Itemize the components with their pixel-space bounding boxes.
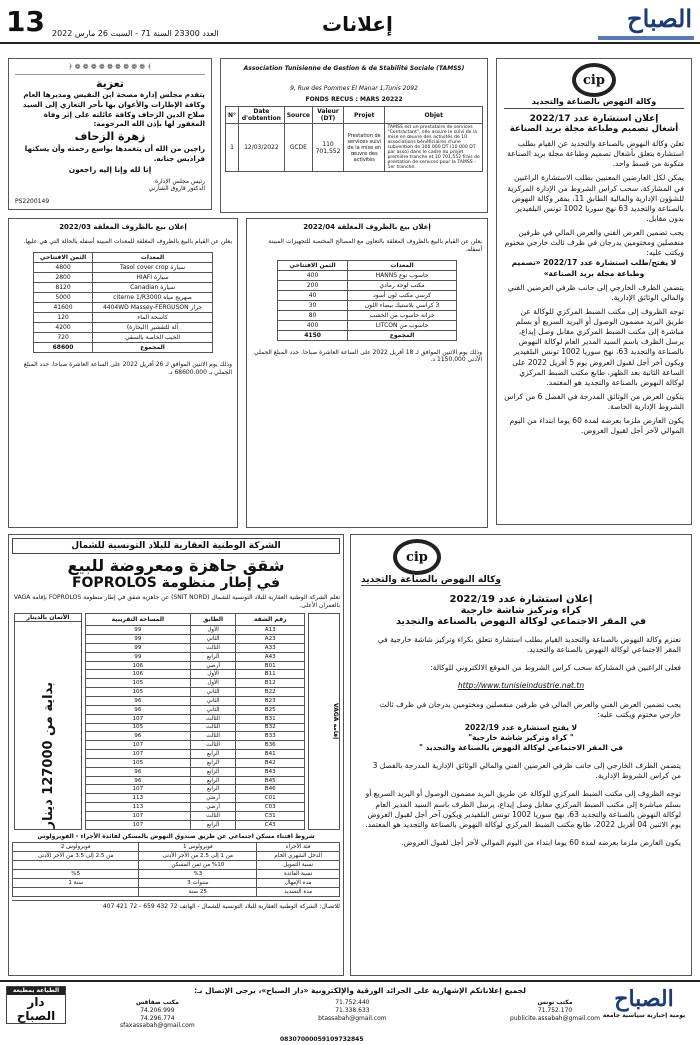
condolence-prayer: راجين من الله أن يتغمدها بواسع رحمته وأن يسكنها فراديس جنانه.: [24, 143, 205, 163]
table-row: [86, 758, 305, 767]
table-row: [34, 282, 213, 292]
condition-cell: الدخل الشهري الخام: [257, 851, 340, 860]
apt-number: B31: [236, 714, 305, 723]
table-row: [34, 292, 213, 302]
apt-area: 96: [86, 767, 191, 776]
table-row: [13, 842, 340, 851]
apt-number: C03: [236, 803, 305, 812]
table-row: [34, 272, 213, 282]
deceased-name: زهرة الزحاف: [74, 129, 146, 143]
org-name: وكالة النهوض بالصناعة والتجديد: [361, 575, 501, 585]
table-row: [86, 670, 305, 679]
cell-value: 110 701,552: [313, 124, 344, 172]
table-row: [34, 322, 213, 332]
calligraphy-verse-icon: ﴾ ❁ ❁ ❁ ❁ ❁ ❁ ❁ ❁ ❁ ﴿: [15, 63, 205, 75]
apt-area: 105: [86, 688, 191, 697]
table-row: [86, 626, 305, 635]
price-vertical: بداية من 127000 دينار: [40, 682, 56, 829]
phone: 74.206.999: [140, 1006, 175, 1014]
apt-number: B45: [236, 776, 305, 785]
footer-logo-text: الصباح: [614, 986, 674, 1012]
condolence-heading: تعزية: [96, 77, 124, 91]
table-row: [86, 723, 305, 732]
item-name: سيارة Tasol cover crop: [93, 262, 213, 272]
table-row: [86, 688, 305, 697]
item-name: حاسوب نوع HANNS: [348, 270, 457, 280]
apt-area: 96: [86, 732, 191, 741]
table-row: [86, 811, 305, 820]
signature-name: الدكتور فاروق الشارني: [148, 185, 205, 193]
table-row: [13, 851, 340, 860]
apartments-table: [85, 613, 305, 830]
col-source: Source: [284, 107, 312, 124]
apt-floor: أرضي: [190, 803, 236, 812]
apt-floor: الرابع: [190, 785, 236, 794]
funds-title: FONDS RECUS : MARS 20222: [305, 95, 403, 103]
col-project: Projet: [344, 107, 385, 124]
table-row: [13, 860, 340, 869]
item-name: حاسوب من LITCON: [348, 320, 457, 330]
table-row: [86, 705, 305, 714]
col-floor: الطابق: [190, 613, 236, 626]
apt-number: C43: [236, 820, 305, 829]
condition-cell: %3: [139, 869, 257, 878]
col-item: المعدات: [93, 252, 213, 262]
item-price: 4200: [34, 322, 93, 332]
cip-consultation-17: [496, 58, 692, 525]
apt-area: 96: [86, 776, 191, 785]
col-object: Objet: [385, 107, 483, 124]
apt-number: B23: [236, 696, 305, 705]
footer-contacts: [120, 999, 600, 1030]
para-4b: " كراء وتركيز شاشة خارجية": [468, 732, 574, 742]
item-price: 41600: [34, 302, 93, 312]
para-7: يكون العارض ملزما بعرضه لمدة 60 يوما ابتداء من اليوم الموالي لآخر أجل لقبول العروض.: [401, 837, 681, 847]
apt-floor: الأول: [190, 679, 236, 688]
apt-number: B41: [236, 750, 305, 759]
apt-floor: الرابع: [190, 776, 236, 785]
apt-number: A43: [236, 652, 305, 661]
apt-number: B32: [236, 723, 305, 732]
sale-notes: وذلك يوم الاثنين الموافق لـ 26 أفريل 2022 على الساعة العاشرة صباحا. حدد المبلغ الجملي بـ 68600.000 د.: [23, 360, 232, 376]
snit-headline: شقق جاهزة ومعروضة للبيع: [67, 556, 285, 575]
item-name: مكتب لوحة رمادي: [348, 280, 457, 290]
para-7: يتكون العرض من الوثائق المدرجة في الفصل 6 من كراس الشروط الإدارية الخاصة.: [504, 391, 684, 411]
table-row: [34, 302, 213, 312]
condition-cell: من 2.5 إلى 3.5 من الأجر الأدنى: [13, 851, 139, 860]
condition-cell: فوبرولوس 1: [139, 842, 257, 851]
cell-object: TAMSS est un prestataire de services "Contractant", elle assure le suivi de la mise en œuvre des activités de 10 associations bénéficiaires d'une subvention de 100 000 DT (10 000 DT par asso) dans le cadre du projet première tranche et 10 701,552 frais de prestation de services pour la TAMSS - 1er tranche.: [385, 124, 483, 172]
email[interactable]: sfaxassabah@gmail.com: [120, 1022, 195, 1030]
item-price: 30: [278, 300, 348, 310]
logo-underline: [598, 36, 694, 40]
funds-table-header: [226, 107, 483, 124]
sale-table: [33, 252, 213, 353]
conditions-table: [12, 842, 340, 897]
office-sfax: مكتب صفاقس: [135, 999, 179, 1006]
page-footer: [0, 980, 700, 1045]
apt-floor: الأول: [190, 626, 236, 635]
apt-number: B11: [236, 670, 305, 679]
item-price: 400: [278, 270, 348, 280]
para-6: توجه الظروف إلى مكتب الضبط المركزي للوكالة عن طريق البريد مضمون الوصول أو البريد السريع أو بسلم مباشرة إلى مكتب الضبط المركزي مقابل وصل إيداع، يرسل الظرف باسم السيد المدير العام لوكالة النهوض بالصناعة والتجديد 63، نهج سوريا 1002 تونس البلفيدير ويكون آخر أجل لقبول العروض يوم 5 أفريل 2022 على الساعة الثانية بعد الظهر، طابع مكتب الضبط المركزي لوكالة النهوض بالصناعة والتجديد هو المعتمد.: [512, 306, 684, 387]
apt-number: B33: [236, 732, 305, 741]
apt-floor: الثالث: [190, 811, 236, 820]
para-3: يجب تضمين العرض الفني والعرض المالي في ظرفين منفصلين ومختومين يدرجان في ظرف ثالث خارجي مختوم ويكتب عليه:: [379, 699, 681, 719]
snit-company: الشركة الوطنية العقارية للبلاد التونسية للشمال: [12, 538, 340, 554]
table-row: [86, 696, 305, 705]
cell-date: 12/03/2022: [239, 124, 285, 172]
table-row: [86, 794, 305, 803]
email[interactable]: publicite.assabah@gmail.com: [510, 1014, 600, 1022]
tamss-org-name: Association Tunisienne de Gestion & de Stabilité Sociale (TAMSS): [243, 65, 465, 72]
sale-notes: وذلك يوم الاثنين الموافق لـ 18 أفريل 2022 على الساعة العاشرة صباحا. حدد المبلغ الجملي الأدنى 1150.000 د.: [254, 348, 482, 364]
col-date: Date d'obtention: [239, 107, 285, 124]
item-price: 120: [34, 312, 93, 322]
apt-floor: أرضي: [190, 794, 236, 803]
total-value: 68600: [34, 342, 93, 352]
sale-intro: يعلن عن القيام بالبيع بالظروف المغلقة للمعدات المبينة أسفله بالحالة التي هي عليها.: [23, 238, 232, 246]
apt-floor: الرابع: [190, 750, 236, 759]
item-name: آلة للتقشير (البخارة): [93, 322, 213, 332]
condition-cell: مدة التسديد: [257, 887, 340, 896]
total-label: المجموع: [348, 330, 457, 340]
table-row: [278, 290, 457, 300]
apt-area: 107: [86, 785, 191, 794]
apt-floor: الثاني: [190, 696, 236, 705]
table-row: [278, 280, 457, 290]
apt-area: 107: [86, 811, 191, 820]
table-row: [86, 820, 305, 829]
apt-floor: الرابع: [190, 767, 236, 776]
table-row: [86, 776, 305, 785]
footer-logo-tagline: يومية إخبارية سياسية جامعة: [602, 1012, 686, 1019]
table-row: [86, 661, 305, 670]
col-number: N°: [226, 107, 239, 124]
apt-area: 105: [86, 758, 191, 767]
apt-floor: الأول: [190, 670, 236, 679]
col-price-header: الأثمان بالدينار: [15, 614, 81, 623]
snit-subline: في إطار منظومة FOPROLOS: [71, 575, 281, 591]
office-tunis: مكتب تونس: [537, 999, 573, 1006]
apt-number: C01: [236, 794, 305, 803]
sale-notice-03: [8, 218, 238, 528]
print-logo-top: الطباعة بمطبعة: [7, 987, 65, 995]
col-price: الثمن الافتتاحي: [278, 260, 348, 270]
apt-area: 107: [86, 714, 191, 723]
sale-notice-04: [246, 218, 488, 528]
apt-area: 96: [86, 705, 191, 714]
condolence-intro: يتقدم مجلس إدارة مصحة ابن النفيس ومديرها العام وكافة الإطارات والأعوان بها بأحر التعازي إلى السيد صلاح الدين الزحاف وكافة عائلته على إثر وفاة المغفور لها بإذن الله المرحومة:: [22, 90, 205, 129]
apt-floor: الرابع: [190, 758, 236, 767]
item-name: جرار 4404WD Massey-FERGUSON: [93, 302, 213, 312]
table-row: [86, 714, 305, 723]
item-price: 400: [278, 320, 348, 330]
condition-cell: سنوات 3: [139, 878, 257, 887]
table-row: [86, 750, 305, 759]
apt-area: 99: [86, 626, 191, 635]
table-row: [86, 785, 305, 794]
consultation-title: إعلان استشارة عدد 2022/19: [449, 594, 593, 605]
apt-number: A13: [236, 626, 305, 635]
apt-area: 113: [86, 794, 191, 803]
org-name: وكالة النهوض بالصناعة والتجديد: [504, 97, 684, 109]
apt-area: 113: [86, 803, 191, 812]
para-5: يتضمن الظرف الخارجي إلى جانب ظرفي العرضين الفني والمالي الوثائق الإدارية.: [507, 282, 684, 302]
page-header: [0, 0, 700, 44]
para-8: يكون العارض ملزما بعرضه لمدة 60 يوما ابتداء من اليوم الموالي لآخر أجل لقبول العروض.: [509, 416, 684, 436]
sale-intro: يعلن عن القيام بالبيع بالظروف المغلقة بالتعاون مع المصالح المختصة للتجهيزات المبينة أسفله.: [268, 238, 482, 253]
apt-number: B46: [236, 785, 305, 794]
apt-floor: الثالث: [190, 714, 236, 723]
signature-title: رئيس مجلس الإدارة: [154, 177, 205, 185]
cell-number: 1: [226, 124, 239, 172]
apt-area: 105: [86, 723, 191, 732]
item-price: 2800: [34, 272, 93, 282]
para-1: تعلن وكالة النهوض بالصناعة والتجديد عن القيام بطلب استشارة يتعلق بأشغال تصميم وطباعة مجلة بريد الصناعة متكونة من قسط واحد.: [507, 139, 684, 169]
col-area: المساحة التقريبية: [86, 613, 191, 626]
funds-table: [225, 106, 483, 172]
cell-project: Prestation de services suivi de la mise en œuvre des activités: [344, 124, 385, 172]
table-row: [226, 124, 483, 172]
apt-floor: الثالث: [190, 723, 236, 732]
condition-cell: مدة الإمهال: [257, 878, 340, 887]
item-name: كرسي مكتب لون أسود: [348, 290, 457, 300]
apt-area: 99: [86, 643, 191, 652]
phone: 74.296.774: [140, 1014, 175, 1022]
cip-consultation-19: [350, 534, 692, 976]
apt-number: C31: [236, 811, 305, 820]
table-row: [278, 300, 457, 310]
table-row: [13, 878, 340, 887]
consultation-subtitle-2: في المقر الاجتماعي لوكالة النهوض بالصناعة والتجديد: [395, 616, 647, 627]
apt-area: 105: [86, 679, 191, 688]
issue-info: العدد 23300 السنة 71 - السبت 26 مارس 2022: [52, 29, 219, 38]
condition-cell: [13, 860, 139, 869]
apt-number: B12: [236, 679, 305, 688]
para-4: لا يفتح/طلب استشارة عدد 2022/17 «تصميم وطباعة مجلة بريد الصناعة»: [511, 258, 677, 278]
apt-number: B25: [236, 705, 305, 714]
residence-label: إقامة VAGA: [308, 613, 340, 830]
website-link[interactable]: http://www.tunisieindustrie.nat.tn: [457, 681, 585, 691]
table-row: [86, 767, 305, 776]
item-name: سيارة HIAFI: [93, 272, 213, 282]
total-label: المجموع: [93, 342, 213, 352]
condition-cell: 25 سنة: [139, 887, 257, 896]
page-number: 13: [6, 5, 45, 38]
total-value: 4150: [278, 330, 348, 340]
apt-floor: الثاني: [190, 635, 236, 644]
apt-floor: الرابع: [190, 820, 236, 829]
item-price: 200: [278, 280, 348, 290]
bank-rib: 08307000059109732845: [280, 1036, 364, 1043]
para-5: يتضمن الظرف الخارجي إلى جانب ظرفي العرضين الفني والمالي الوثائق الإدارية المدرجة بالفصل 3 من كراس الشروط الإدارية.: [372, 761, 681, 781]
condition-cell: من 1 إلى 2.5 من الأجر الأدنى: [139, 851, 257, 860]
consultation-subtitle-1: كراء وتركيز شاشة خارجية: [460, 605, 582, 616]
phone: 71.752.170: [537, 1006, 573, 1014]
apt-floor: الثالث: [190, 732, 236, 741]
condolence-verse: إنا لله وإنا إليه راجعون: [68, 165, 152, 175]
sale-title: إعلان بيع بالظروف المغلقة 2022/03: [59, 223, 187, 231]
apt-area: 107: [86, 820, 191, 829]
apt-number: A23: [236, 635, 305, 644]
condition-cell: %10 من ثمن المسكن: [139, 860, 257, 869]
col-price: الثمن الافتتاحي: [34, 252, 93, 262]
table-row: [34, 312, 213, 322]
condition-cell: %5: [13, 869, 139, 878]
tamss-address: 9, Rue des Pommes El Manar 1,Tunis 2092: [290, 84, 418, 92]
table-row: [86, 679, 305, 688]
conditions-title: شروط اقتناء مسكن اجتماعي عن طريق صندوق النهوض بالمسكن لفائدة الأجراء - الفوبرولوس: [37, 832, 315, 840]
table-row: [278, 270, 457, 280]
condition-cell: نسبة الفائدة: [257, 869, 340, 878]
item-name: سيارة Canadian: [93, 282, 213, 292]
condition-cell: [13, 887, 139, 896]
ad-reference: PS2200149: [15, 198, 50, 206]
print-logo-text: دار الصباح: [16, 994, 56, 1023]
apt-number: B42: [236, 758, 305, 767]
table-row: [278, 310, 457, 320]
item-price: 40: [278, 290, 348, 300]
para-3: يجب تضمين العرض الفني والعرض المالي في ظرفين منفصلين ومختومين يدرجان في ظرف ثالث خارجي مختوم ويكتب عليه:: [504, 228, 684, 258]
para-4c: في المقر الاجتماعي لوكالة النهوض بالصناعة والتجديد ": [419, 743, 623, 752]
consultation-subtitle: أشغال تصميم وطباعة مجلة بريد الصناعة: [509, 124, 679, 134]
item-name: كاسحة الماء: [93, 312, 213, 322]
apt-floor: الثالث: [190, 643, 236, 652]
snit-description: تعلم الشركة الوطنية العقارية للبلاد التونسية للشمال (SNIT NORD) عن جاهزية شقق في إطار منظومة FOPROLOS بإقامة VAGA بالعمران الأعلى.: [13, 594, 340, 609]
print-logo: [6, 986, 66, 1024]
col-apt-number: رقم الشقة: [236, 613, 305, 626]
apt-number: B36: [236, 741, 305, 750]
apt-area: 99: [86, 652, 191, 661]
apt-area: 106: [86, 661, 191, 670]
item-name: صهريج مياه citerne 1/R3000: [93, 292, 213, 302]
apt-number: B01: [236, 661, 305, 670]
condolence-ad: [8, 58, 212, 210]
section-title: إعلانات: [322, 12, 393, 36]
apt-area: 99: [86, 635, 191, 644]
email[interactable]: btassabah@gmail.com: [318, 1014, 387, 1022]
item-name: خزانة حاسوب من الخشب: [348, 310, 457, 320]
para-4a: لا يفتح استشارة عدد 2022/19: [464, 722, 578, 732]
table-row: [278, 320, 457, 330]
table-row: [34, 262, 213, 272]
col-item: المعدات: [348, 260, 457, 270]
tamss-funds-notice: [220, 58, 488, 213]
sale-table: [277, 260, 457, 341]
apt-area: 107: [86, 741, 191, 750]
apartments-rows: [86, 626, 305, 830]
condition-cell: نسبة التمويل: [257, 860, 340, 869]
item-price: 720: [34, 332, 93, 342]
snit-contact: للاتصال: الشركة الوطنية العقارية للبلاد التونسية للشمال - الهاتف 72 432 659 - 72 421 407: [12, 900, 340, 911]
item-price: 80: [278, 310, 348, 320]
table-row: [34, 332, 213, 342]
para-2: فعلى الراغبين في المشاركة سحب كراس الشروط من الموقع الالكتروني للوكالة:: [430, 663, 681, 673]
table-row: [86, 643, 305, 652]
apt-floor: الرابع: [190, 652, 236, 661]
cip-logo-icon: cip: [393, 539, 441, 575]
footer-logo: [594, 986, 694, 1020]
table-row: [13, 887, 340, 896]
table-row: [86, 732, 305, 741]
item-price: 8120: [34, 282, 93, 292]
cell-source: GCDE: [284, 124, 312, 172]
consultation-title: إعلان استشارة عدد 2022/17: [529, 114, 659, 124]
table-total-row: [34, 342, 213, 352]
apt-number: B43: [236, 767, 305, 776]
cip-logo-icon: cip: [572, 63, 616, 97]
table-row: [86, 741, 305, 750]
table-row: [86, 803, 305, 812]
col-value: Valeur (DT): [313, 107, 344, 124]
para-6: توجه الظروف إلى مكتب الضبط المركزي للوكالة عن طريق البريد مضمون الوصول أو البريد السريع أو بسلم مباشرة إلى مكتب الضبط المركزي مقابل وصل إيداع، يرسل الظرف باسم السيد المدير العام لوكالة النهوض بالصناعة والتجديد 63، نهج سوريا 1002 تونس البلفيدير ويكون آخر أجل لقبول العروض يوم الاثنين 04 أفريل 2022، طابع مكتب الضبط المركزي لوكالة النهوض بالصناعة والتجديد هو المعتمد.: [365, 789, 681, 829]
apt-number: A33: [236, 643, 305, 652]
condition-cell: فوبرولوس 2: [13, 842, 139, 851]
apt-floor: الثاني: [190, 688, 236, 697]
table-total-row: [278, 330, 457, 340]
apt-floor: أرضي: [190, 661, 236, 670]
apt-area: 96: [86, 696, 191, 705]
condition-cell: سنة 1: [13, 878, 139, 887]
sale-title: إعلان بيع بالظروف المغلقة 2022/04: [303, 223, 431, 231]
apt-floor: الثاني: [190, 705, 236, 714]
para-1: تعتزم وكالة النهوض بالصناعة والتجديد القيام بطلب استشارة تتعلق بكراء وتركيز شاشة خارجية في المقر الاجتماعي لوكالة النهوض بالصناعة والتجديد.: [377, 635, 681, 655]
para-2: يمكن لكل العارضين المعنيين بطلب الاستشارة الراغبين في المشاركة، سحب كراس الشروط من الإدارة المركزية للشؤون الإدارية والمالية الطابق 11، بمقر وكالة النهوض بالصناعة والتجديد 63 نهج سوريا 1002 تونس البلفيدير بدون مقابل.: [507, 173, 684, 223]
footer-headline: لجميع إعلاناتكم الإشهارية على الجرائد الورقية والإلكترونية «دار الصباح»، يرجى الإتصال بـ:: [194, 986, 526, 995]
item-name: 3 كراسي بلاستيك بيضاء اللون: [348, 300, 457, 310]
item-price: 5000: [34, 292, 93, 302]
apt-floor: الثالث: [190, 741, 236, 750]
item-price: 4800: [34, 262, 93, 272]
phone: 71.338.633: [335, 1006, 370, 1014]
apt-area: 107: [86, 750, 191, 759]
condition-cell: فئة الأجراء: [257, 842, 340, 851]
apt-area: 106: [86, 670, 191, 679]
table-row: [86, 652, 305, 661]
phone: 71.752.440: [335, 999, 370, 1006]
snit-apartments-ad: [8, 534, 344, 976]
newspaper-logo: الصباح: [627, 4, 692, 33]
item-name: الخيب الخاصة بالسقي: [93, 332, 213, 342]
apt-number: B22: [236, 688, 305, 697]
table-row: [86, 635, 305, 644]
table-row: [13, 869, 340, 878]
